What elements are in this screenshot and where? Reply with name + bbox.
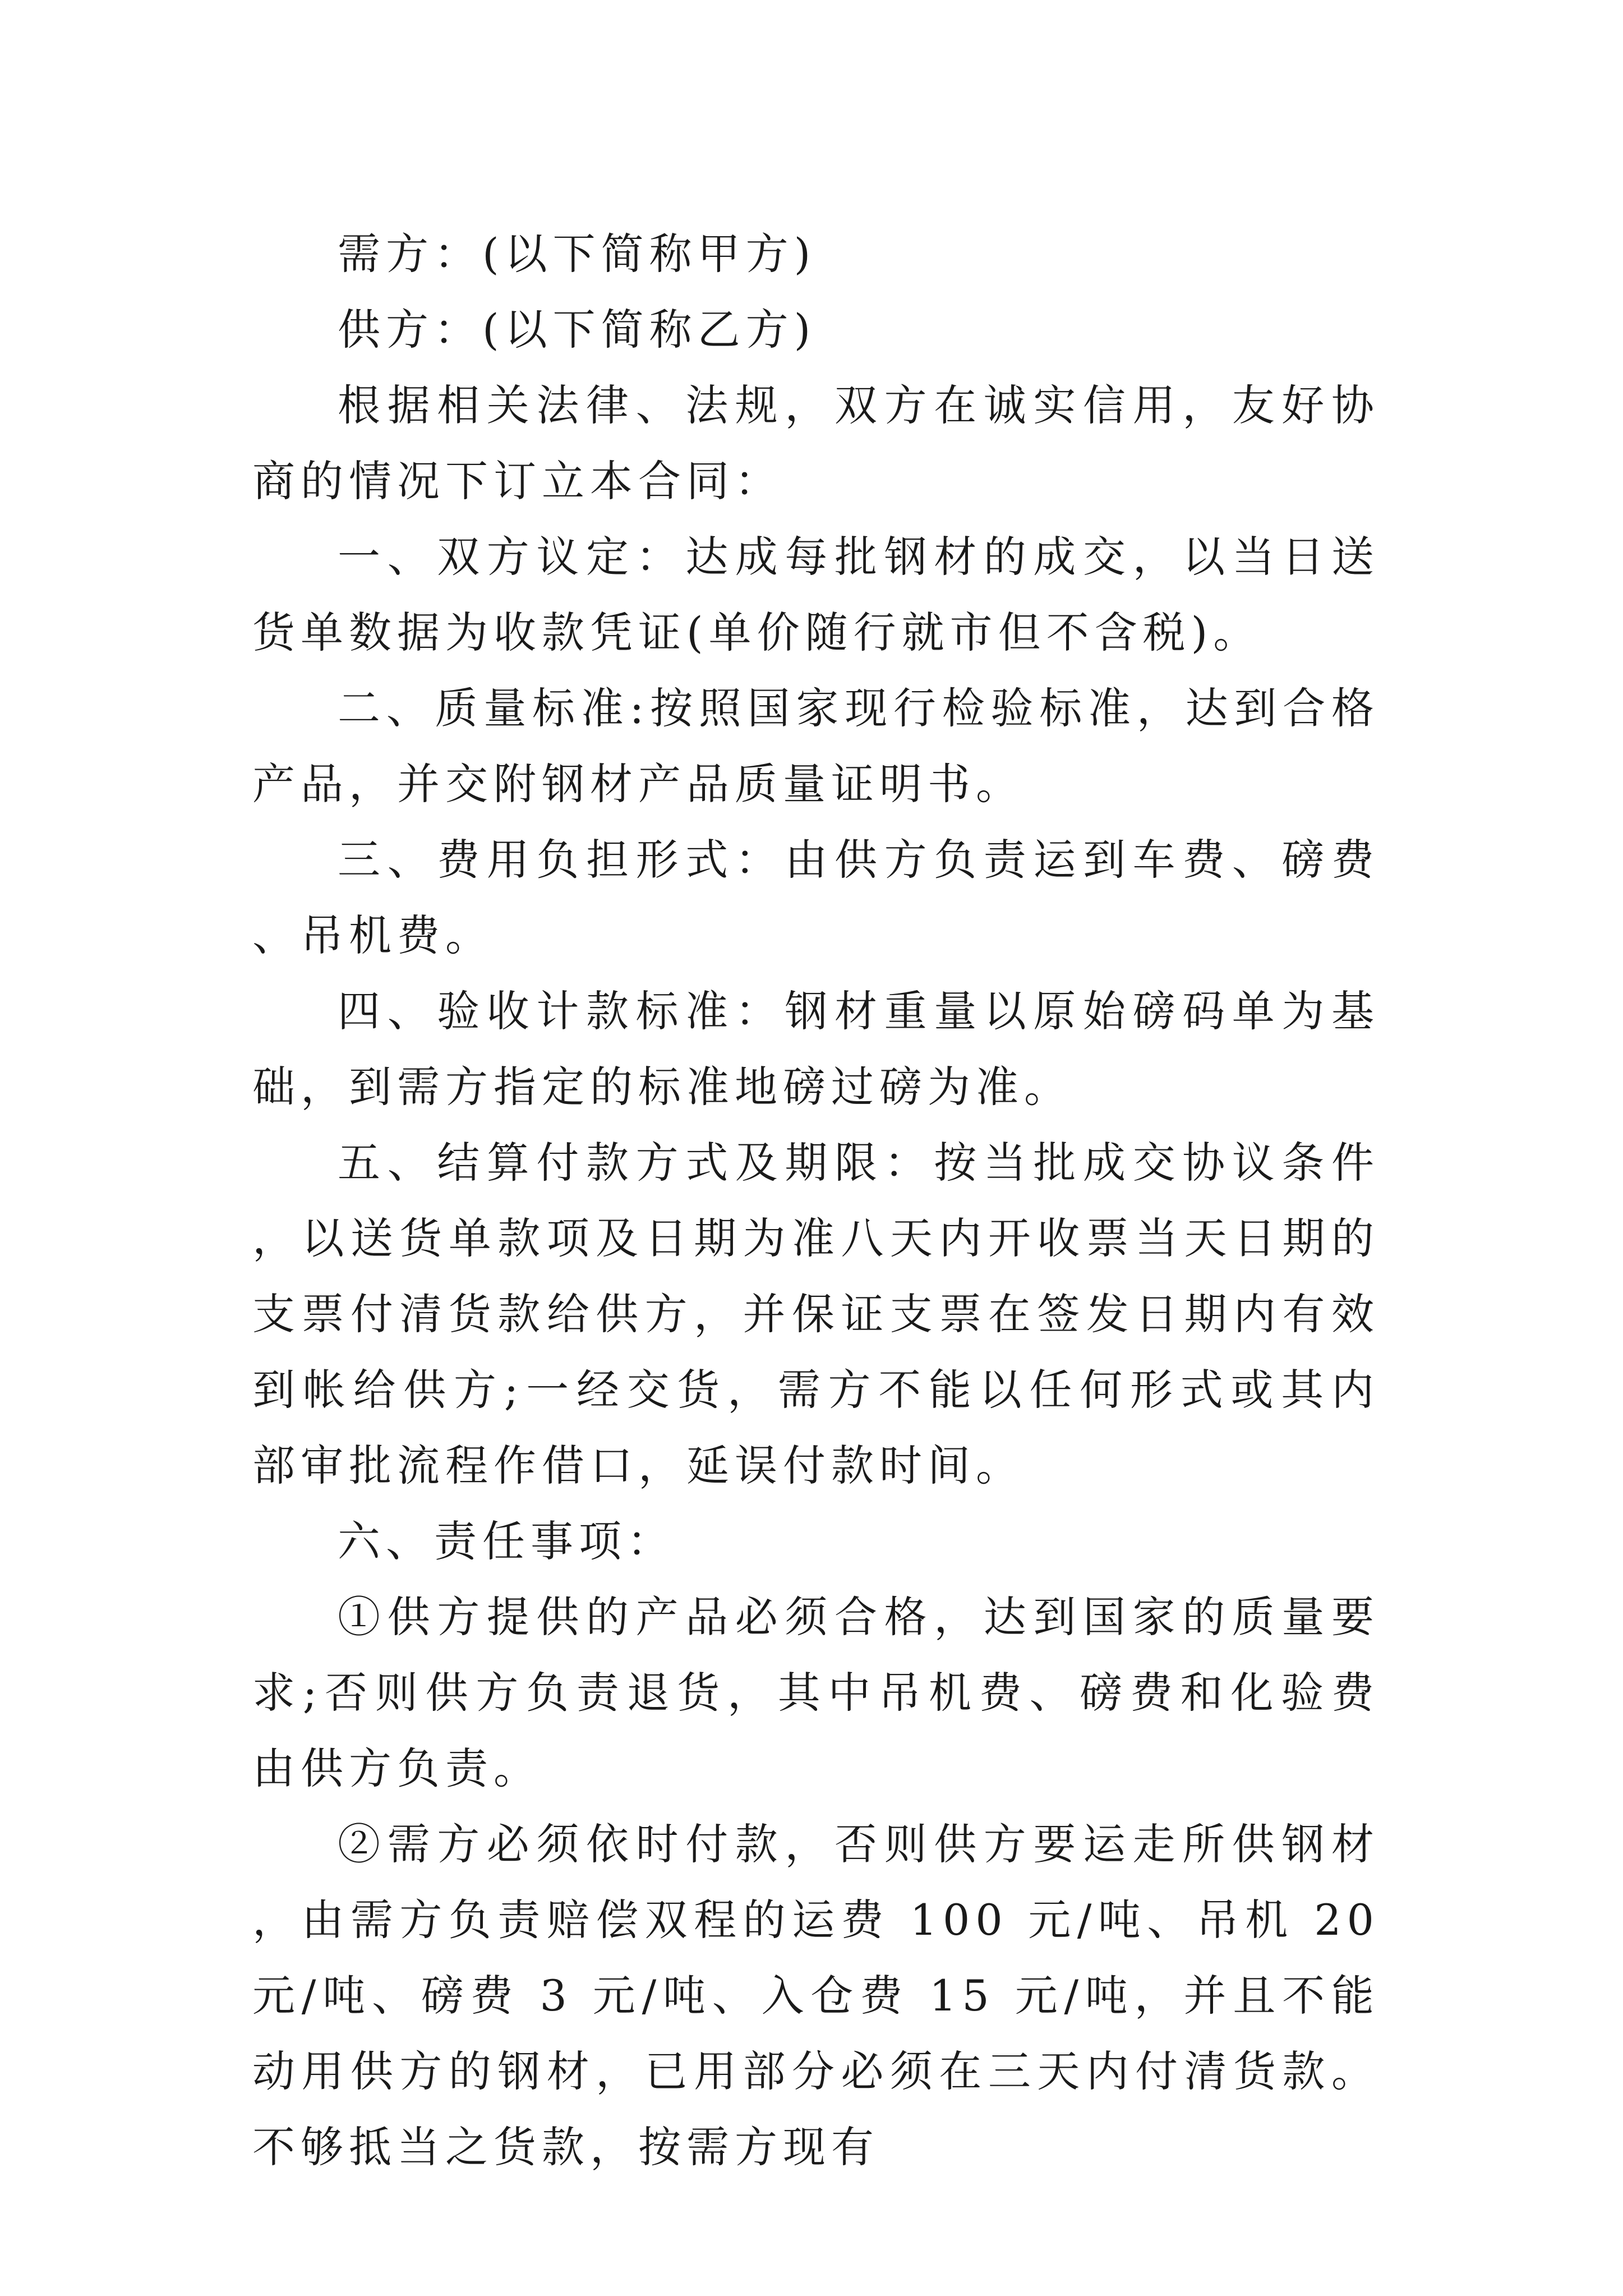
clause-2: 二、质量标准:按照国家现行检验标准，达到合格产品，并交附钢材产品质量证明书。 <box>252 683 1380 809</box>
clause-1: 一、双方议定：达成每批钢材的成交，以当日送货单数据为收款凭证(单价随行就市但不含税)。 <box>252 532 1380 657</box>
clause-6-item-1: ①供方提供的产品必须合格，达到国家的质量要求;否则供方负责退货，其中吊机费、磅费和化验费由供方负责。 <box>252 1592 1380 1793</box>
clause-6-heading: 六、责任事项： <box>338 1516 675 1566</box>
clause-6-item-2: ②需方必须依时付款，否则供方要运走所供钢材，由需方负责赔偿双程的运费 100 元/吨、吊机 20 元/吨、磅费 3 元/吨、入仓费 15 元/吨，并且不能动用供方的钢材，已用部分必须在三天内付清货款。不够抵当之货款，按需方现有 <box>252 1819 1380 2172</box>
clause-4: 四、验收计款标准：钢材重量以原始磅码单为基础，到需方指定的标准地磅过磅为准。 <box>252 986 1380 1112</box>
clause-5: 五、结算付款方式及期限：按当批成交协议条件，以送货单款项及日期为准八天内开收票当天日期的支票付清货款给供方，并保证支票在签发日期内有效到帐给供方;一经交货，需方不能以任何形式或其内部审批流程作借口，延误付款时间。 <box>252 1138 1380 1490</box>
clause-3: 三、费用负担形式：由供方负责运到车费、磅费、吊机费。 <box>252 835 1380 960</box>
document-body <box>252 216 1380 2185</box>
party-b-line: 供方：(以下简称乙方) <box>338 305 817 355</box>
party-a-line: 需方：(以下简称甲方) <box>338 229 817 279</box>
preamble-paragraph: 根据相关法律、法规，双方在诚实信用，友好协商的情况下订立本合同： <box>252 380 1380 506</box>
